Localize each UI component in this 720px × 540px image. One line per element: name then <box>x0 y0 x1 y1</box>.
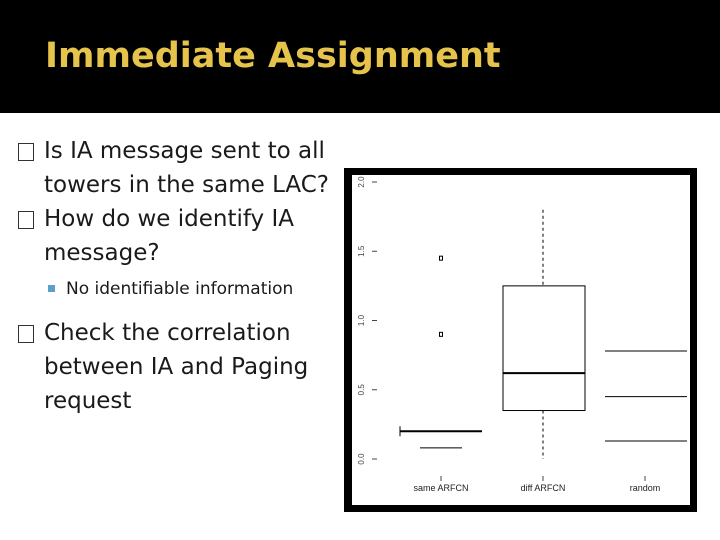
y-tick-label: 1.5 <box>357 245 366 257</box>
box-body <box>503 286 585 411</box>
slide-title: Immediate Assignment <box>45 36 501 76</box>
x-tick-label: same ARFCN <box>413 483 469 493</box>
bullet-text: How do we identify IA message? <box>44 206 295 266</box>
y-tick-label: 1.0 <box>357 314 366 327</box>
y-tick-label: 0.0 <box>357 453 366 465</box>
bullet-text: Is IA message sent to all towers in the same LAC? <box>44 138 330 198</box>
bullet-text: Check the correlation between IA and Paging request <box>44 320 309 414</box>
x-tick-label: diff ARFCN <box>520 483 566 493</box>
y-tick-label: 2.0 <box>357 176 366 188</box>
x-tick-label: random <box>629 483 661 493</box>
sub-bullet-text: No identifiable information <box>66 279 294 299</box>
y-tick-label: 0.5 <box>357 384 366 396</box>
